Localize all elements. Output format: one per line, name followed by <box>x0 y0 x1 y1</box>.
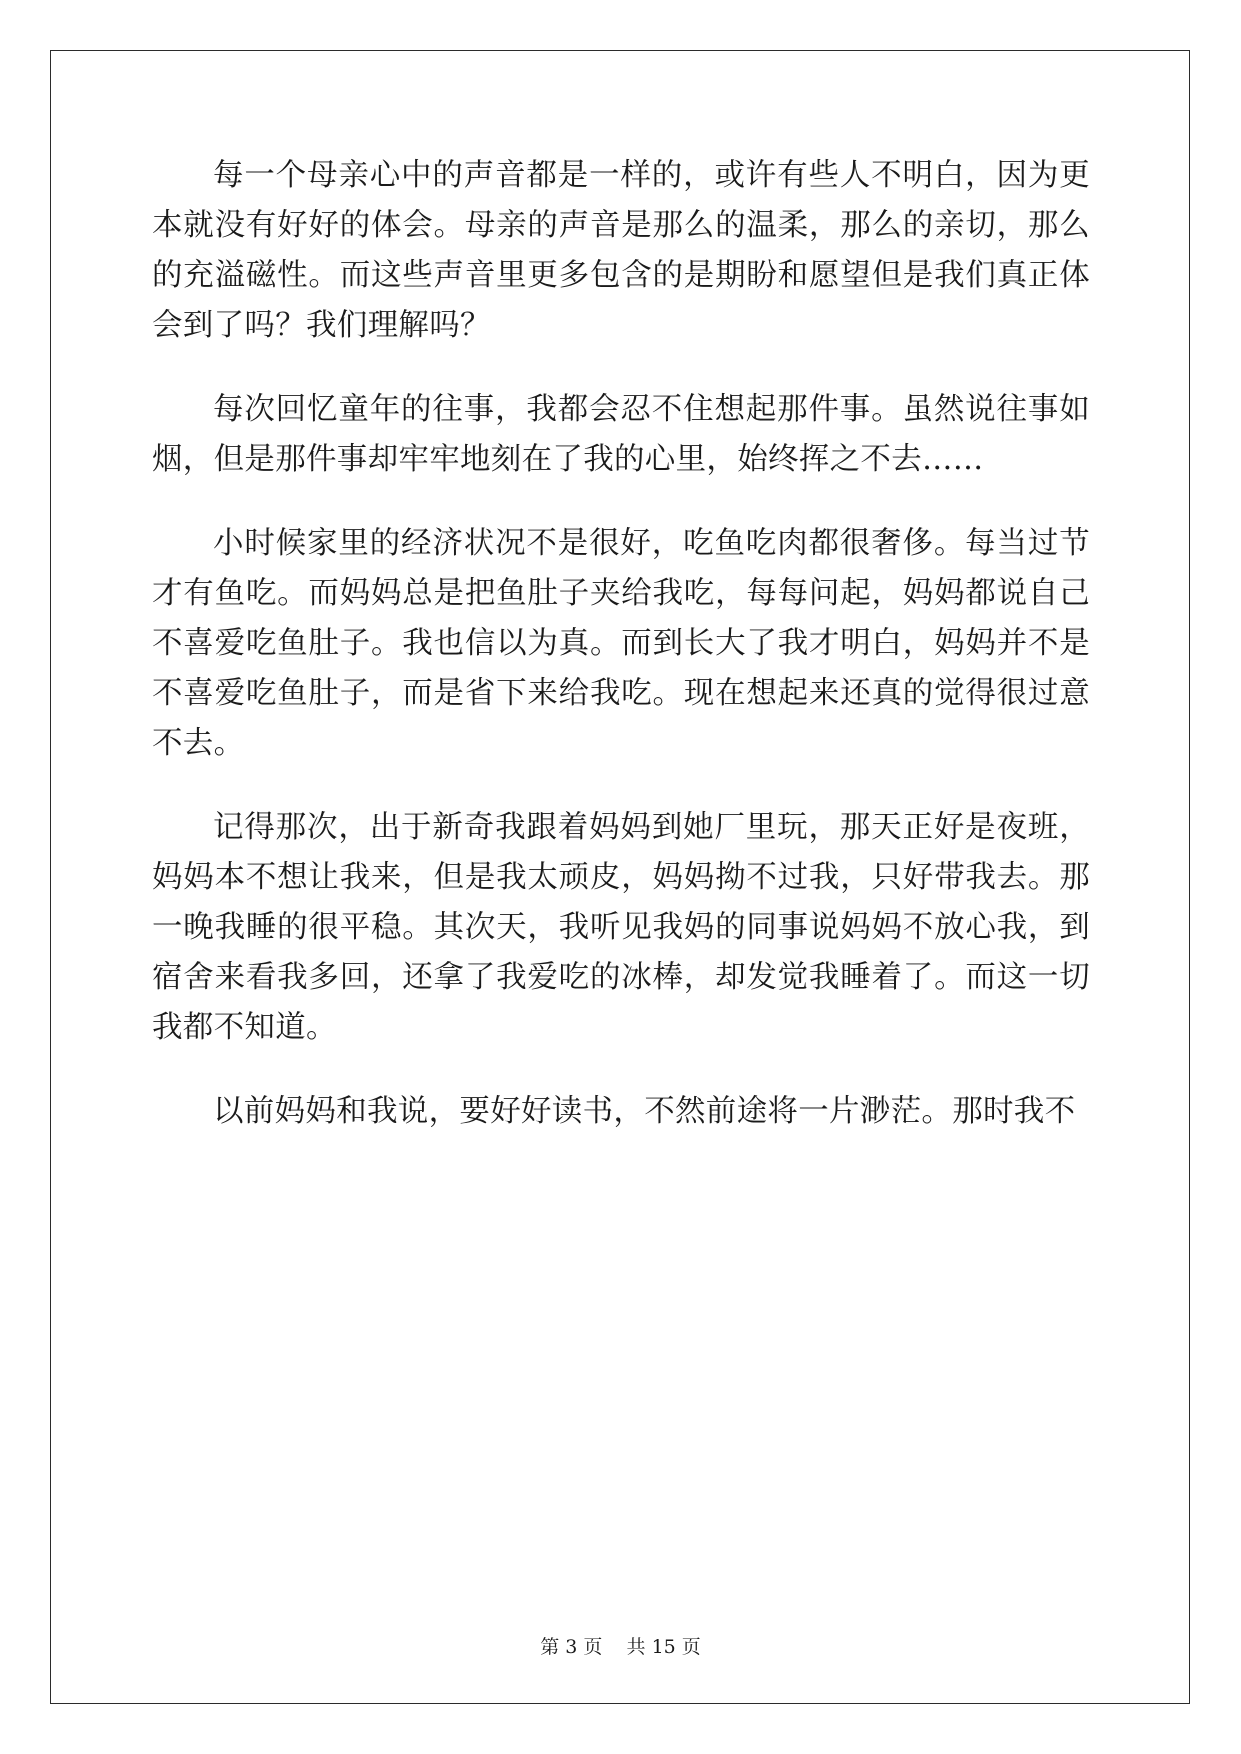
document-body <box>152 151 1090 1137</box>
paragraph-5: 以前妈妈和我说，要好好读书，不然前途将一片渺茫。那时我不 <box>213 1094 1076 1129</box>
paragraph-1: 每一个母亲心中的声音都是一样的，或许有些人不明白，因为更本就没有好好的体会。母亲的声音是那么的温柔，那么的亲切，那么的充溢磁性。而这些声音里更多包含的是期盼和愿望但是我们真正体会到了吗？我们理解吗？ <box>152 158 1090 343</box>
page-number-footer: 第 3 页 共 15 页 <box>540 1636 701 1658</box>
paragraph-3: 小时候家里的经济状况不是很好，吃鱼吃肉都很奢侈。每当过节才有鱼吃。而妈妈总是把鱼肚子夹给我吃，每每问起，妈妈都说自己不喜爱吃鱼肚子。我也信以为真。而到长大了我才明白，妈妈并不是不喜爱吃鱼肚子，而是省下来给我吃。现在想起来还真的觉得很过意不去。 <box>152 526 1090 761</box>
paragraph-4: 记得那次，出于新奇我跟着妈妈到她厂里玩，那天正好是夜班，妈妈本不想让我来，但是我太顽皮，妈妈拗不过我，只好带我去。那一晚我睡的很平稳。其次天，我听见我妈的同事说妈妈不放心我，到宿舍来看我多回，还拿了我爱吃的冰棒，却发觉我睡着了。而这一切我都不知道。 <box>152 810 1090 1045</box>
paragraph-2: 每次回忆童年的往事，我都会忍不住想起那件事。虽然说往事如烟，但是那件事却牢牢地刻在了我的心里，始终挥之不去…… <box>152 392 1090 477</box>
